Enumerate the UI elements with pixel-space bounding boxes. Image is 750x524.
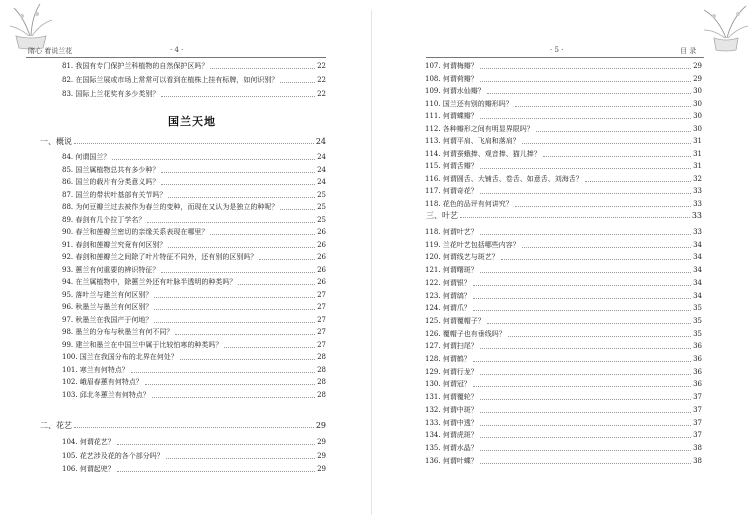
entry-page-number: 31: [693, 162, 702, 170]
entry-text: 103. 邱北冬蕙兰有何特点？: [62, 390, 150, 399]
toc-entry[interactable]: [62, 191, 326, 200]
entry-text: 87. 国兰的带状叶基部有关节吗？: [62, 190, 167, 199]
entry-page-number: 34: [693, 291, 702, 300]
entry-page-number: 37: [693, 431, 702, 440]
toc-entry[interactable]: [62, 153, 326, 162]
toc-entry[interactable]: [62, 353, 326, 362]
toc-entry[interactable]: [425, 241, 702, 250]
toc-entry[interactable]: [425, 330, 702, 339]
toc-entry[interactable]: [62, 62, 326, 71]
entry-page-number: 35: [693, 316, 702, 325]
entry-text: 90. 春兰和莲瓣兰密切的亲缘关系表现在哪里？: [62, 228, 209, 236]
entry-text: 131. 何谓覆轮？: [425, 393, 478, 402]
toc-entry[interactable]: [62, 452, 326, 461]
dot-leader: [154, 297, 315, 298]
entry-page-number: 38: [693, 456, 702, 465]
dot-leader: [161, 96, 315, 97]
entry-text: 118. 何谓叶艺？: [425, 228, 478, 236]
toc-entry[interactable]: [425, 368, 702, 377]
toc-entry[interactable]: [425, 175, 702, 184]
toc-entry[interactable]: [425, 431, 702, 440]
entry-text: 81. 我国有专门保护兰科植物的自然保护区吗？: [62, 62, 209, 70]
dot-leader: [480, 437, 691, 438]
entry-page-number: 34: [693, 266, 702, 275]
entry-page-number: 33: [691, 211, 702, 220]
entry-text: 104. 何谓花艺？: [62, 438, 115, 446]
dot-leader: [161, 272, 315, 273]
entry-page-number: 32: [693, 174, 702, 183]
dot-leader: [480, 193, 691, 194]
entry-page-number: 33: [693, 187, 702, 195]
section-title: 国兰天地: [168, 115, 216, 128]
dot-leader: [480, 348, 691, 349]
dot-leader: [210, 68, 315, 69]
entry-page-number: 25: [317, 203, 326, 211]
entry-text: 130. 何谓冠？: [425, 380, 471, 389]
entry-page-number: 29: [315, 421, 326, 430]
dot-leader: [473, 386, 691, 387]
toc-entry[interactable]: [62, 166, 326, 175]
entry-text: 93. 蕙兰有何重要的辨识特征？: [62, 265, 160, 274]
entry-text: 一、概说: [40, 137, 72, 146]
orchid-pot-icon: [702, 0, 750, 54]
entry-text: 120. 何谓线艺与斑艺？: [425, 253, 499, 262]
dot-leader: [480, 234, 691, 235]
entry-text: 126. 覆帽子也有垂线吗？: [425, 329, 506, 338]
toc-entry[interactable]: [425, 419, 702, 428]
toc-entry[interactable]: [62, 366, 326, 375]
toc-entry[interactable]: [425, 200, 702, 209]
toc-entry[interactable]: [425, 457, 702, 466]
toc-entry[interactable]: [425, 342, 702, 351]
dot-leader: [480, 450, 691, 451]
left-page: [0, 0, 370, 524]
entry-page-number: 29: [317, 438, 326, 446]
toc-entry[interactable]: [62, 438, 326, 447]
entry-page-number: 27: [317, 315, 326, 324]
toc-entry[interactable]: [425, 355, 702, 364]
toc-entry[interactable]: [62, 341, 326, 350]
entry-text: 121. 何谓曙斑？: [425, 266, 478, 275]
entry-text: 101. 寒兰有何特点？: [62, 365, 129, 374]
header-section-title: 目 录: [680, 47, 697, 55]
toc-entry[interactable]: [425, 137, 702, 146]
entry-page-number: 30: [693, 87, 702, 95]
dot-leader: [166, 458, 315, 459]
entry-text: 98. 墨兰的分布与秋墨兰有何不同？: [62, 328, 174, 336]
dot-leader: [74, 427, 314, 428]
entry-page-number: 35: [693, 329, 702, 338]
entry-text: 115. 何谓舌瓣？: [425, 162, 478, 170]
toc-entry[interactable]: [62, 90, 326, 99]
dot-leader: [210, 234, 315, 235]
dot-leader: [501, 259, 691, 260]
dot-leader: [480, 118, 691, 119]
dot-leader: [508, 336, 691, 337]
entry-page-number: 36: [693, 342, 702, 351]
toc-entry[interactable]: [62, 203, 326, 212]
entry-page-number: 36: [693, 380, 702, 389]
dot-leader: [147, 222, 315, 223]
entry-page-number: 28: [317, 378, 326, 386]
entry-page-number: 24: [315, 137, 326, 146]
toc-entry[interactable]: [425, 100, 702, 109]
entry-page-number: 29: [693, 62, 702, 70]
entry-text: 125. 何谓覆帽子？: [425, 316, 485, 325]
toc-entry[interactable]: [62, 391, 326, 400]
chapter-heading[interactable]: [426, 211, 702, 220]
entry-page-number: 29: [317, 465, 326, 473]
dot-leader: [522, 143, 691, 144]
entry-text: 127. 何谓扫尾？: [425, 342, 478, 351]
entry-text: 133. 何谓中透？: [425, 418, 478, 427]
entry-page-number: 37: [693, 418, 702, 427]
dot-leader: [487, 93, 691, 94]
header-rule: [426, 57, 704, 58]
entry-text: 96. 秋墨兰与墨兰有何区别？: [62, 303, 153, 311]
toc-entry[interactable]: [62, 253, 326, 262]
entry-text: 128. 何谓鹤？: [425, 355, 471, 363]
dot-leader: [161, 184, 315, 185]
toc-entry[interactable]: [62, 228, 326, 237]
toc-entry[interactable]: [425, 228, 702, 237]
entry-page-number: 24: [317, 178, 326, 186]
entry-page-number: 26: [317, 278, 326, 286]
entry-page-number: 26: [317, 253, 326, 261]
entry-page-number: 30: [693, 124, 702, 133]
entry-page-number: 34: [693, 240, 702, 249]
entry-text: 105. 花艺涉及花的各个部分吗？: [62, 451, 164, 460]
entry-text: 107. 何谓梅瓣？: [425, 62, 478, 70]
entry-text: 134. 何谓虎斑？: [425, 431, 478, 440]
toc-entry[interactable]: [62, 278, 326, 287]
entry-page-number: 34: [693, 278, 702, 287]
dot-leader: [224, 347, 315, 348]
toc-entry[interactable]: [425, 406, 702, 415]
entry-page-number: 37: [693, 393, 702, 402]
toc-entry[interactable]: [425, 380, 702, 389]
chapter-heading[interactable]: [40, 137, 326, 146]
entry-page-number: 34: [693, 253, 702, 262]
entry-text: 109. 何谓水仙瓣？: [425, 87, 485, 95]
dot-leader: [152, 397, 315, 398]
dot-leader: [154, 322, 315, 323]
toc-entry[interactable]: [425, 87, 702, 96]
dot-leader: [145, 384, 315, 385]
entry-page-number: 29: [693, 74, 702, 83]
entry-text: 116. 何谓圆舌、大铺舌、卷舌、如意舌、刘海舌？: [425, 174, 583, 183]
entry-text: 132. 何谓中斑？: [425, 405, 478, 414]
header-book-title: 隋心 着说兰花: [28, 47, 73, 55]
chapter-heading[interactable]: [40, 421, 326, 430]
entry-page-number: 28: [317, 390, 326, 399]
book-gutter: [371, 10, 372, 515]
toc-entry[interactable]: [62, 291, 326, 300]
dot-leader: [280, 209, 315, 210]
toc-entry[interactable]: [62, 241, 326, 250]
entry-text: 91. 春剑和莲瓣兰究竟有何区别？: [62, 240, 167, 249]
dot-leader: [480, 68, 691, 69]
entry-text: 135. 何谓水晶？: [425, 443, 478, 452]
entry-page-number: 22: [317, 62, 326, 70]
entry-page-number: 31: [693, 137, 702, 145]
dot-leader: [460, 217, 690, 218]
entry-page-number: 27: [317, 328, 326, 336]
dot-leader: [536, 131, 691, 132]
toc-entry[interactable]: [62, 316, 326, 325]
dot-leader: [480, 399, 691, 400]
dot-leader: [585, 181, 691, 182]
toc-entry[interactable]: [62, 266, 326, 275]
dot-leader: [131, 372, 315, 373]
entry-page-number: 31: [693, 149, 702, 158]
entry-page-number: 24: [317, 153, 326, 161]
toc-entry[interactable]: [62, 303, 326, 312]
entry-text: 94. 在兰属植物中，除蕙兰外还有叶脉半透明的种类吗？: [62, 278, 237, 286]
entry-page-number: 25: [317, 190, 326, 199]
toc-entry[interactable]: [425, 393, 702, 402]
dot-leader: [175, 334, 315, 335]
entry-text: 92. 春剑和莲瓣兰之间除了叶片特征不同外，还有别的区别吗？: [62, 253, 258, 261]
dot-leader: [473, 361, 691, 362]
entry-page-number: 36: [693, 355, 702, 363]
dot-leader: [515, 206, 691, 207]
entry-page-number: 36: [693, 367, 702, 376]
entry-text: 88. 为何豆瓣兰过去被作为春兰的变种，而现在又认为是独立的种呢？: [62, 203, 279, 211]
entry-page-number: 22: [317, 76, 326, 84]
entry-text: 99. 建兰和墨兰在中国兰中属于比较怕寒的种类吗？: [62, 340, 223, 349]
entry-page-number: 28: [317, 353, 326, 361]
toc-entry[interactable]: [62, 216, 326, 225]
entry-page-number: 22: [317, 90, 326, 98]
entry-page-number: 26: [317, 265, 326, 274]
toc-entry[interactable]: [62, 76, 326, 85]
toc-entry[interactable]: [425, 444, 702, 453]
dot-leader: [180, 359, 315, 360]
dot-leader: [168, 247, 315, 248]
entry-page-number: 24: [317, 165, 326, 174]
entry-text: 三、叶艺: [426, 211, 458, 220]
entry-text: 86. 国兰的载片有分类意义吗？: [62, 178, 160, 186]
entry-text: 84. 何谓国兰？: [62, 153, 111, 161]
entry-page-number: 27: [317, 340, 326, 349]
toc-entry[interactable]: [425, 292, 702, 301]
dot-leader: [480, 272, 691, 273]
dot-leader: [161, 172, 315, 173]
dot-leader: [168, 197, 315, 198]
entry-text: 123. 何谓缟？: [425, 291, 471, 300]
entry-text: 100. 国兰在我国分布的北界在何处？: [62, 353, 178, 361]
dot-leader: [515, 106, 691, 107]
toc-entry[interactable]: [425, 75, 702, 84]
dot-leader: [522, 247, 691, 248]
toc-entry[interactable]: [425, 253, 702, 262]
entry-text: 83. 国际上兰花奖有多少类别？: [62, 90, 160, 98]
entry-text: 112. 各种瓣形之间有明显界限吗？: [425, 124, 534, 133]
entry-page-number: 33: [693, 228, 702, 236]
dot-leader: [480, 425, 691, 426]
dot-leader: [280, 82, 315, 83]
dot-leader: [473, 298, 691, 299]
entry-page-number: 25: [317, 215, 326, 224]
entry-page-number: 37: [693, 405, 702, 414]
dot-leader: [480, 374, 691, 375]
toc-entry[interactable]: [425, 62, 702, 71]
entry-text: 82. 在国际兰展或市场上常常可以看到在植株上挂有标牌，如何识别？: [62, 76, 279, 84]
entry-text: 102. 峨眉春蕙有何特点？: [62, 378, 143, 386]
dot-leader: [480, 81, 691, 82]
entry-page-number: 33: [693, 199, 702, 208]
dot-leader: [74, 143, 314, 144]
toc-entry[interactable]: [425, 304, 702, 313]
dot-leader: [480, 168, 691, 169]
dot-leader: [117, 444, 315, 445]
entry-page-number: 26: [317, 240, 326, 249]
entry-page-number: 29: [317, 451, 326, 460]
orchid-pot-icon: [6, 2, 56, 50]
entry-page-number: 30: [693, 112, 702, 120]
dot-leader: [480, 412, 691, 413]
toc-entry[interactable]: [62, 465, 326, 474]
toc-entry[interactable]: [425, 187, 702, 196]
entry-text: 89. 春剑有几个拉丁学名？: [62, 215, 146, 224]
dot-leader: [473, 310, 691, 311]
toc-entry[interactable]: [62, 378, 326, 387]
entry-text: 108. 何谓荷瓣？: [425, 74, 478, 83]
page-number: · 4 ·: [170, 46, 184, 54]
page-number: · 5 ·: [550, 46, 564, 54]
dot-leader: [487, 323, 691, 324]
toc-entry[interactable]: [62, 328, 326, 337]
toc-entry[interactable]: [425, 150, 702, 159]
dot-leader: [238, 284, 315, 285]
entry-text: 110. 国兰还有别的瓣形吗？: [425, 99, 513, 108]
entry-text: 119. 兰花叶艺包括哪些内容？: [425, 240, 520, 249]
entry-text: 二、花艺: [40, 421, 72, 430]
dot-leader: [112, 159, 315, 160]
toc-entry[interactable]: [425, 317, 702, 326]
entry-text: 106. 何谓起兜？: [62, 465, 115, 473]
entry-page-number: 26: [317, 228, 326, 236]
entry-text: 136. 何谓叶蝶？: [425, 456, 478, 465]
header-rule: [26, 57, 326, 58]
dot-leader: [117, 471, 315, 472]
entry-page-number: 35: [693, 304, 702, 313]
dot-leader: [473, 285, 691, 286]
entry-text: 95. 落叶兰与建兰有何区别？: [62, 290, 153, 299]
toc-entry[interactable]: [425, 279, 702, 288]
dot-leader: [259, 259, 315, 260]
entry-text: 124. 何谓爪？: [425, 304, 471, 313]
entry-text: 122. 何谓银？: [425, 278, 471, 287]
toc-entry[interactable]: [62, 178, 326, 187]
entry-page-number: 27: [317, 290, 326, 299]
toc-entry[interactable]: [425, 125, 702, 134]
toc-entry[interactable]: [425, 266, 702, 275]
entry-text: 97. 秋墨兰在我国产于何地？: [62, 315, 153, 324]
dot-leader: [543, 156, 691, 157]
toc-entry[interactable]: [425, 112, 702, 121]
entry-text: 117. 何谓奇花？: [425, 187, 478, 195]
entry-text: 114. 何谓蚕蛾捧、观音捧、猫儿捧？: [425, 149, 541, 158]
dot-leader: [154, 309, 315, 310]
right-page: [380, 0, 750, 524]
entry-text: 129. 何谓行龙？: [425, 367, 478, 376]
entry-page-number: 30: [693, 99, 702, 108]
toc-entry[interactable]: [425, 162, 702, 171]
entry-text: 85. 国兰属植物总共有多少种？: [62, 165, 160, 174]
entry-page-number: 38: [693, 443, 702, 452]
dot-leader: [480, 463, 691, 464]
entry-text: 118. 花色的品评有何讲究？: [425, 199, 513, 208]
entry-page-number: 28: [317, 365, 326, 374]
entry-page-number: 27: [317, 303, 326, 311]
entry-text: 113. 何谓平肩、飞肩和落肩？: [425, 137, 520, 145]
entry-text: 111. 何谓蝶瓣？: [425, 112, 478, 120]
